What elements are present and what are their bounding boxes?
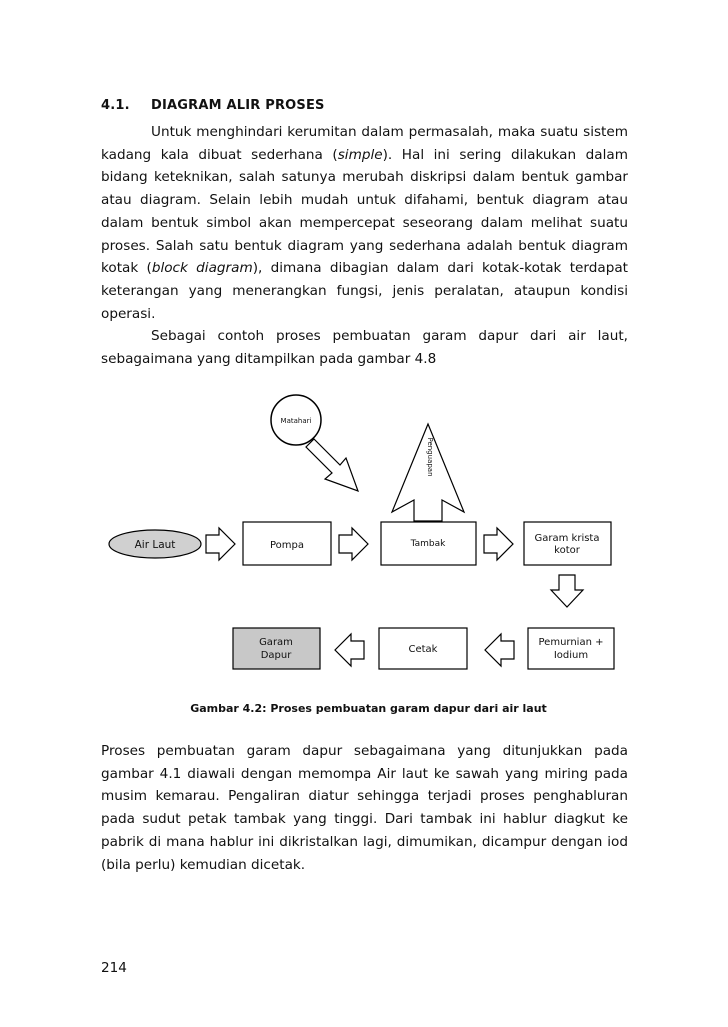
arrow-pemurnian-cetak	[485, 634, 514, 666]
figure-caption: Gambar 4.2: Proses pembuatan garam dapur dari air laut	[190, 702, 547, 715]
intro-emphasis-block-diagram: block diagram	[151, 260, 253, 277]
intro-text-3: ), dimana dibagian dalam dari kotak-kotak terdapat keterangan yang menerangkan fungsi, jenis peralatan, ataupun kondisi operasi.	[101, 260, 628, 322]
cetak-label: Cetak	[408, 644, 438, 655]
pemurnian-label-2: Iodium	[553, 650, 589, 661]
intro-text-1: Untuk menghindari kerumitan dalam permasalah, maka suatu sistem kadang kala dibuat sederhana (	[101, 124, 628, 163]
section-title: DIAGRAM ALIR PROSES	[151, 98, 325, 113]
arrow-airlaut-pompa	[206, 528, 235, 560]
pemurnian-label-1: Pemurnian +	[538, 637, 604, 648]
process-description-text: Proses pembuatan garam dapur sebagaimana yang ditunjukkan pada gambar 4.1 diawali dengan memompa Air laut ke sawah yang miring pada musim kemarau. Pengaliran diatur sehingga terjadi proses penghabluran pada sudut petak tambak yang tinggi. Dari tambak ini hablur diagkut ke pabrik di mana hablur ini dikristalkan lagi, dimumikan, dicampur dengan iod (bila perlu) kemudian dicetak.	[101, 743, 628, 873]
penguapan-label: Penguapan	[426, 437, 434, 477]
garam-dapur-box	[233, 628, 320, 669]
arrow-down-pemurnian	[551, 575, 583, 607]
example-sentence: Sebagai contoh proses pembuatan garam dapur dari air laut, sebagaimana yang ditampilkan pada gambar 4.8	[101, 328, 628, 368]
garam-kristal-label-1: Garam krista	[534, 533, 600, 544]
sun-arrow	[306, 439, 358, 491]
process-description-paragraph	[101, 740, 628, 876]
garam-dapur-label-1: Garam	[259, 637, 293, 648]
arrow-tambak-garamkristal	[484, 528, 513, 560]
intro-text-2: ). Hal ini sering dilakukan dalam bidang keteknikan, salah satunya merubah diskripsi dalam bentuk gambar atau diagram. Selain lebih mudah untuk difahami, bentuk diagram atau dalam bentuk simbol akan mempercepat seseorang dalam melihat suatu proses. Salah satu bentuk diagram yang sederhana adalah bentuk diagram kotak (	[101, 146, 628, 277]
air-laut-label: Air Laut	[134, 539, 176, 551]
tambak-label: Tambak	[410, 539, 446, 549]
pompa-label: Pompa	[269, 540, 305, 551]
arrow-cetak-garamdapur	[335, 634, 364, 666]
pemurnian-box	[528, 628, 614, 669]
arrow-pompa-tambak	[339, 528, 368, 560]
section-number: 4.1.	[101, 98, 130, 113]
page-number: 214	[101, 960, 127, 976]
intro-emphasis-simple: simple	[337, 146, 383, 163]
garam-kristal-label-2: kotor	[554, 545, 580, 556]
garam-dapur-label-2: Dapur	[260, 650, 292, 661]
matahari-label: Matahari	[280, 417, 312, 425]
